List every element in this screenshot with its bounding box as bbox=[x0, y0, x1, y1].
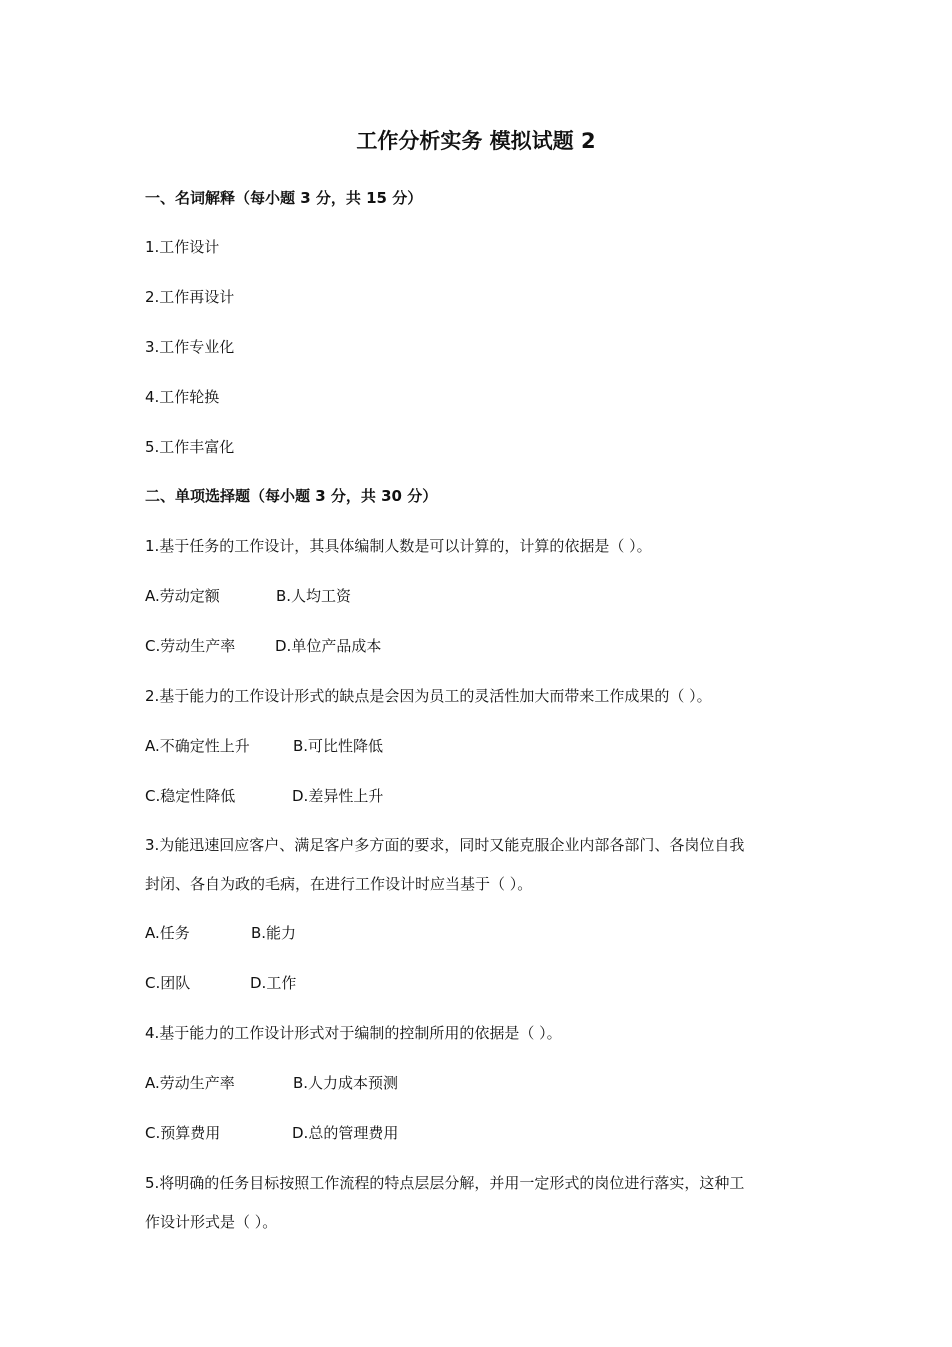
option: B.能力 bbox=[251, 924, 297, 942]
option: A.不确定性上升 bbox=[145, 737, 250, 755]
option-row bbox=[145, 586, 351, 606]
term-item: 1.工作设计 bbox=[145, 238, 220, 256]
question-stem: 5.将明确的任务目标按照工作流程的特点层层分解，并用一定形式的岗位进行落实，这种工 bbox=[145, 1174, 745, 1192]
term-item: 3.工作专业化 bbox=[145, 338, 235, 356]
option: B.人均工资 bbox=[276, 587, 352, 605]
option: A.劳动生产率 bbox=[145, 1074, 235, 1092]
option: A.劳动定额 bbox=[145, 587, 220, 605]
question-stem: 4.基于能力的工作设计形式对于编制的控制所用的依据是（ ）。 bbox=[145, 1024, 562, 1042]
option: D.工作 bbox=[250, 974, 297, 992]
option: D.单位产品成本 bbox=[275, 637, 382, 655]
option: A.任务 bbox=[145, 924, 190, 942]
option-row bbox=[145, 636, 381, 656]
option-row bbox=[145, 923, 296, 943]
section-heading-1: 一、名词解释（每小题 3 分，共 15 分） bbox=[145, 189, 423, 207]
option: B.可比性降低 bbox=[293, 737, 384, 755]
question-stem: 2.基于能力的工作设计形式的缺点是会因为员工的灵活性加大而带来工作成果的（ ）。 bbox=[145, 687, 712, 705]
term-item: 4.工作轮换 bbox=[145, 388, 220, 406]
option: C.劳动生产率 bbox=[145, 637, 236, 655]
question-stem: 1.基于任务的工作设计，其具体编制人数是可以计算的，计算的依据是（ ）。 bbox=[145, 537, 652, 555]
term-item: 5.工作丰富化 bbox=[145, 438, 235, 456]
option: D.总的管理费用 bbox=[292, 1124, 399, 1142]
option-row bbox=[145, 973, 296, 993]
question-stem-continued: 封闭、各自为政的毛病，在进行工作设计时应当基于（ ）。 bbox=[145, 875, 533, 893]
option-row bbox=[145, 1123, 398, 1143]
term-item: 2.工作再设计 bbox=[145, 288, 235, 306]
option-row bbox=[145, 1073, 398, 1093]
question-stem-continued: 作设计形式是（ ）。 bbox=[145, 1213, 278, 1231]
option-row bbox=[145, 736, 383, 756]
option: C.稳定性降低 bbox=[145, 787, 236, 805]
option: C.团队 bbox=[145, 974, 191, 992]
option: B.人力成本预测 bbox=[293, 1074, 399, 1092]
option: C.预算费用 bbox=[145, 1124, 221, 1142]
page-title: 工作分析实务 模拟试题 2 bbox=[356, 129, 596, 153]
section-heading-2: 二、单项选择题（每小题 3 分，共 30 分） bbox=[145, 487, 438, 505]
option-row bbox=[145, 786, 383, 806]
question-stem: 3.为能迅速回应客户、满足客户多方面的要求，同时又能克服企业内部各部门、各岗位自我 bbox=[145, 836, 745, 854]
option: D.差异性上升 bbox=[292, 787, 384, 805]
